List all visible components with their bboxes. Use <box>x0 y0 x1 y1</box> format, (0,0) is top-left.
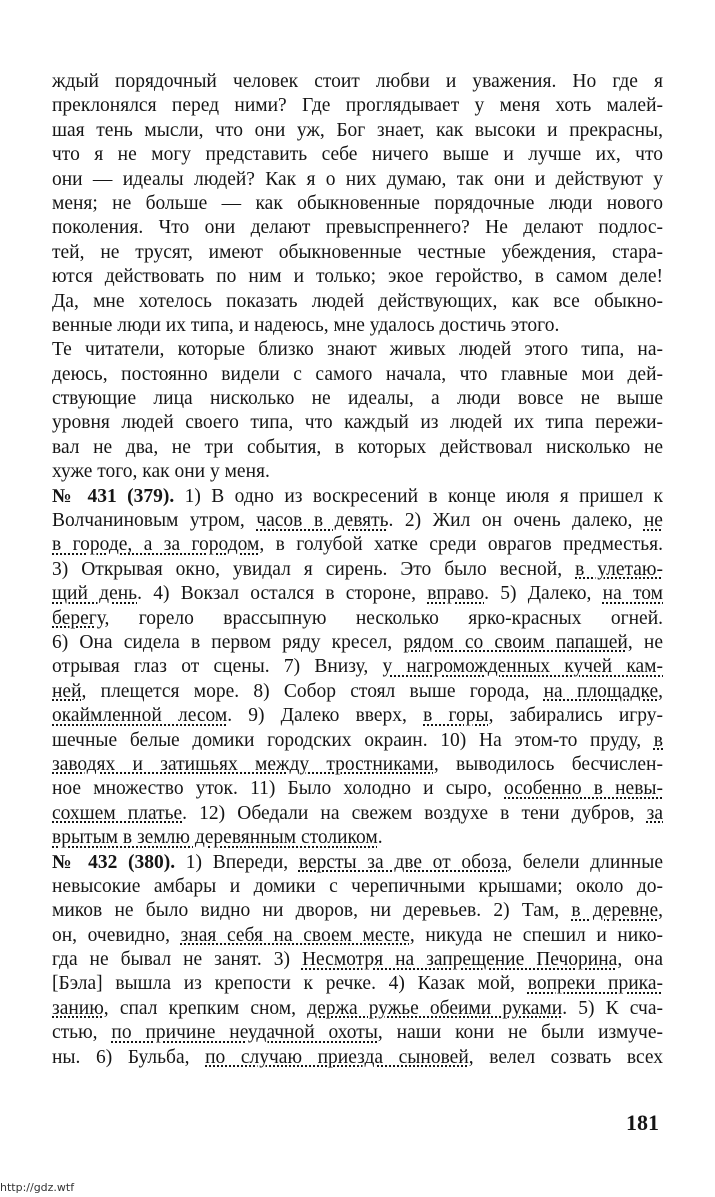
text-line <box>52 777 663 801</box>
text-line <box>52 460 663 484</box>
text-line <box>52 216 663 240</box>
text-segment: . 5) К сча- <box>562 997 663 1019</box>
text-segment: , наши кони не были измуче- <box>377 1022 663 1044</box>
text-segment: , в голубой хатке среди оврагов предместья. <box>259 534 664 556</box>
text-segment: . <box>377 827 383 849</box>
underlined-phrase: вопреки прика- <box>527 973 663 995</box>
text-line <box>52 729 663 753</box>
underlined-phrase: берегу <box>52 607 105 629</box>
text-segment: он, очевидно, <box>52 924 181 946</box>
text-segment: миков не было видно ни дворов, ни деревьев. 2) Там, <box>52 900 572 922</box>
text-line <box>52 826 663 850</box>
text-line <box>52 70 663 94</box>
text-segment: венные люди их типа, и надеюсь, мне удалось достичь этого. <box>52 314 560 336</box>
text-segment: гда не бывал не занят. 3) <box>52 949 302 971</box>
text-segment: невысокие амбары и домики с черепичными крышами; около до- <box>52 875 663 897</box>
underlined-phrase: в <box>653 729 663 751</box>
underlined-phrase: заводях и затишьях между тростниками <box>52 753 434 775</box>
text-segment: . 4) Вокзал остался в стороне, <box>137 583 428 605</box>
text-segment: , плещется море. 8) Собор стоял выше города, <box>81 680 544 702</box>
text-line <box>52 387 663 411</box>
text-line <box>52 485 663 509</box>
underlined-phrase: рядом со своим папашей <box>403 631 628 653</box>
text-segment: они — идеалы людей? Как я о них думаю, так они и действуют у <box>52 168 663 190</box>
text-line <box>52 1046 663 1070</box>
text-line <box>52 753 663 777</box>
underlined-phrase: щий день <box>52 583 138 605</box>
underlined-phrase: по причине неудачной охоты <box>111 1022 378 1044</box>
text-line <box>52 680 663 704</box>
text-segment: , спал крепким сном, <box>103 997 308 1019</box>
text-segment: 1) Впереди, <box>175 851 299 873</box>
text-line <box>52 607 663 631</box>
text-segment: , забирались игру- <box>488 705 664 727</box>
text-line <box>52 802 663 826</box>
text-segment: отрывая глаз от сцены. 7) Внизу, <box>52 656 383 678</box>
text-segment: , не <box>627 631 663 653</box>
underlined-phrase: Несмотря на запрещение Печорина <box>301 949 618 971</box>
text-line <box>52 875 663 899</box>
text-line <box>52 899 663 923</box>
text-line <box>52 314 663 338</box>
underlined-phrase: окаймленной лесом <box>52 705 228 727</box>
text-segment: , белели длинные <box>507 851 663 873</box>
text-line <box>52 192 663 216</box>
text-segment: 1) В одно из воскресений в конце июля я пришел к <box>174 485 663 507</box>
text-segment: преклонялся перед ними? Где проглядывает у меня хоть малей- <box>52 95 663 117</box>
text-segment: шая тень мысли, что они уж, Бог знает, как высоки и прекрасны, <box>52 119 663 141</box>
text-segment: хуже того, как они у меня. <box>52 461 270 483</box>
text-line <box>52 241 663 265</box>
text-segment: 6) Она сидела в первом ряду кресел, <box>52 631 404 653</box>
text-segment: Те читатели, которые близко знают живых людей этого типа, на- <box>52 339 663 361</box>
text-segment: [Бэла] вышла из крепости к речке. 4) Казак мой, <box>52 973 528 995</box>
text-line <box>52 509 663 533</box>
underlined-phrase: на площадке, <box>543 680 663 702</box>
underlined-phrase: часов в девять <box>256 510 389 532</box>
underlined-phrase: в улетаю- <box>575 558 663 580</box>
underlined-phrase: держа ружье обеими руками <box>307 997 563 1019</box>
text-segment: деюсь, постоянно видели с самого начала, что главные мои дей- <box>52 363 663 385</box>
text-segment: меня; не больше — как обыкновенные порядочные люди нового <box>52 192 663 214</box>
watermark-url: http://gdz.wtf <box>0 1181 75 1194</box>
text-line <box>52 143 663 167</box>
text-line <box>52 558 663 582</box>
text-line <box>52 1021 663 1045</box>
underlined-phrase: зная себя на своем месте <box>180 924 410 946</box>
underlined-phrase: сохшем платье <box>52 802 183 824</box>
underlined-phrase: по случаю приезда сыновей <box>205 1046 469 1068</box>
text-segment: Да, мне хотелось показать людей действующих, как все обыкно- <box>52 290 663 312</box>
underlined-phrase: на том <box>602 583 663 605</box>
underlined-phrase: за <box>646 802 663 824</box>
text-segment: , велел созвать всех <box>468 1046 664 1068</box>
text-segment: вал не два, не три события, в которых действовал нисколько не <box>52 436 663 458</box>
underlined-phrase: ней <box>52 680 82 702</box>
text-segment: ствующие лица нисколько не идеалы, а люди вовсе не выше <box>52 388 663 410</box>
underlined-phrase: особенно в невы- <box>504 778 663 800</box>
text-segment: . 5) Далеко, <box>484 583 603 605</box>
exercise-number: № 432 (380). <box>52 851 176 873</box>
text-line <box>52 168 663 192</box>
text-segment: . 12) Обедали на свежем воздухе в тени дубров, <box>182 802 647 824</box>
text-line <box>52 997 663 1021</box>
text-line <box>52 972 663 996</box>
text-line <box>52 582 663 606</box>
text-line <box>52 948 663 972</box>
text-line <box>52 655 663 679</box>
underlined-phrase: не <box>643 510 663 532</box>
underlined-phrase: версты за две от обоза <box>298 851 508 873</box>
text-line <box>52 338 663 362</box>
underlined-phrase: в городе, а за городом <box>52 534 260 556</box>
underlined-phrase: в горы <box>423 705 489 727</box>
text-line <box>52 411 663 435</box>
text-line <box>52 631 663 655</box>
page-number: 181 <box>626 1110 659 1135</box>
text-segment: стью, <box>52 1022 112 1044</box>
underlined-phrase: в деревне <box>571 900 659 922</box>
text-segment: ются действовать по ним и только; экое геройство, в самом деле! <box>52 266 663 288</box>
text-segment: . 9) Далеко вверх, <box>227 705 424 727</box>
text-segment: 3) Открывая окно, увидал я сирень. Это было весной, <box>52 558 576 580</box>
text-segment: ное множество уток. 11) Было холодно и сыро, <box>52 778 504 800</box>
text-segment: что я не могу представить себе ничего выше и лучше их, что <box>52 144 663 166</box>
text-segment: , горело врассыпную несколько ярко-красных огней. <box>104 607 663 629</box>
text-segment: тей, не трусят, имеют обыкновенные честные убеждения, стара- <box>52 241 663 263</box>
text-line <box>52 94 663 118</box>
text-line <box>52 290 663 314</box>
text-line <box>52 363 663 387</box>
text-line <box>52 924 663 948</box>
text-line <box>52 436 663 460</box>
text-segment: , никуда не спешил и нико- <box>409 924 663 946</box>
text-segment: Волчаниновым утром, <box>52 510 257 532</box>
underlined-phrase: у нагроможденных кучей кам- <box>382 656 663 678</box>
text-segment: , <box>658 900 663 922</box>
page-text <box>52 70 663 1070</box>
exercise-number: № 431 (379). <box>52 485 175 507</box>
text-segment: , выводилось бесчислен- <box>433 753 663 775</box>
text-line <box>52 119 663 143</box>
underlined-phrase: вправо <box>427 583 485 605</box>
text-line <box>52 533 663 557</box>
text-segment: , она <box>617 949 663 971</box>
text-segment: поколения. Что они делают превыспреннего? Не делают подлос- <box>52 217 663 239</box>
text-segment: ны. 6) Бульба, <box>52 1046 206 1068</box>
text-segment: . 2) Жил он очень далеко, <box>388 510 644 532</box>
underlined-phrase: врытым в землю деревянным столиком <box>52 827 378 849</box>
text-segment: шечные белые домики городских окраин. 10) На этом-то пруду, <box>52 729 654 751</box>
text-segment: уровня людей своего типа, что каждый из людей их типа пережи- <box>52 412 663 434</box>
text-line <box>52 704 663 728</box>
text-line <box>52 851 663 875</box>
text-segment: ждый порядочный человек стоит любви и уважения. Но где я <box>52 71 663 92</box>
text-line <box>52 265 663 289</box>
underlined-phrase: занию <box>52 997 104 1019</box>
